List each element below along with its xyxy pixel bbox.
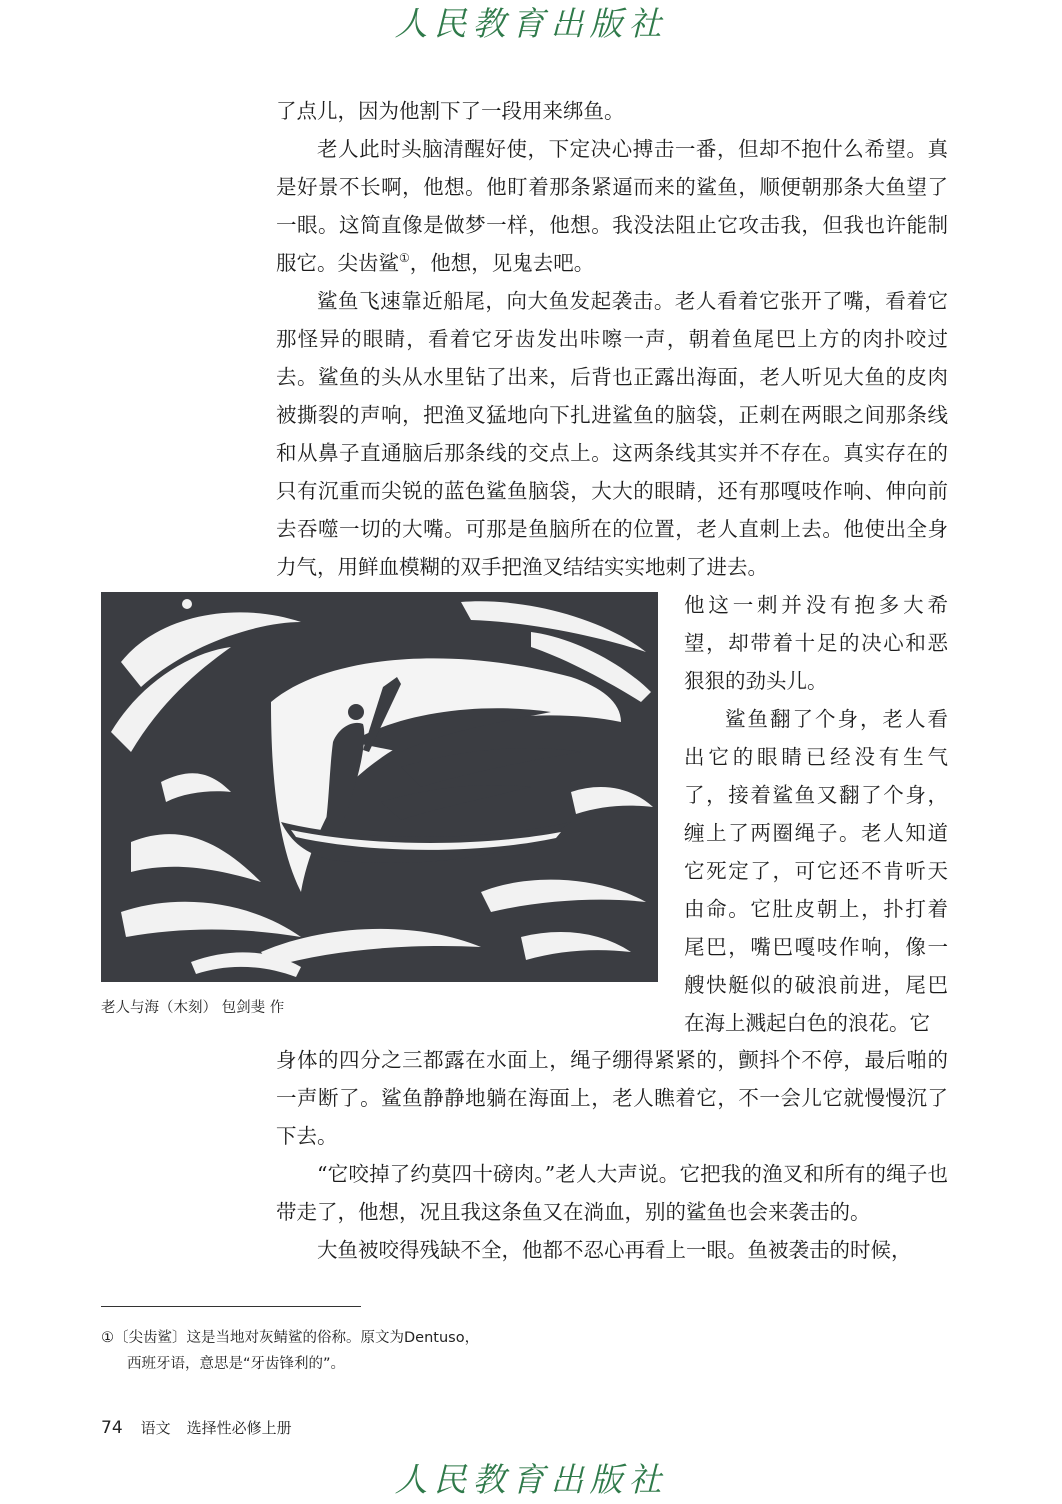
page-footer <box>101 1417 292 1438</box>
footnote-line-1: ①〔尖齿鲨〕这是当地对灰鲭鲨的俗称。原文为Dentuso， <box>101 1330 480 1346</box>
paragraph-3: 鲨鱼飞速靠近船尾，向大鱼发起袭击。老人看着它张开了嘴，看着它那怪异的眼睛，看着它牙齿发出咔嚓一声，朝着鱼尾巴上方的肉扑咬过去。鲨鱼的头从水里钻了出来，后背也正露出海面，老人听见大鱼的皮肉被撕裂的声响，把渔叉猛地向下扎进鲨鱼的脑袋，正刺在两眼之间那条线和从鼻子直通脑后那条线的交点上。这两条线其实并不存在。真实存在的只有沉重而尖锐的蓝色鲨鱼脑袋，大大的眼睛，还有那嘎吱作响、伸向前去吞噬一切的大嘴。可那是鱼脑所在的位置，老人直刺上去。他使出全身力气，用鲜血模糊的双手把渔叉结结实实地刺了进去。 <box>276 289 948 579</box>
woodcut-image <box>101 592 658 982</box>
paragraph-1: 了点儿，因为他割下了一段用来绑鱼。 <box>276 99 625 123</box>
publisher-watermark-bottom: 人民教育出版社 <box>394 1460 668 1499</box>
footnote-divider <box>101 1306 361 1307</box>
woodcut-illustration <box>101 592 658 982</box>
footnote <box>101 1325 661 1377</box>
paragraph-6: 大鱼被咬得残缺不全，他都不忍心再看上一眼。鱼被袭击的时候， <box>317 1238 912 1262</box>
text-block-side <box>684 586 948 1042</box>
text-block-bottom <box>276 1041 948 1269</box>
footnote-line-2: 西班牙语，意思是“牙齿锋利的”。 <box>127 1356 346 1372</box>
paragraph-3-continued: 他这一刺并没有抱多大希望，却带着十足的决心和恶狠狠的劲头儿。 <box>684 593 948 693</box>
text-block-top <box>276 92 948 586</box>
paragraph-5: “它咬掉了约莫四十磅肉。”老人大声说。它把我的渔叉和所有的绳子也带走了，他想，况且我这条鱼又在淌血，别的鲨鱼也会来袭击的。 <box>276 1162 948 1224</box>
paragraph-4-continued: 身体的四分之三都露在水面上，绳子绷得紧紧的，颤抖个不停，最后啪的一声断了。鲨鱼静静地躺在海面上，老人瞧着它，不一会儿它就慢慢沉了下去。 <box>276 1048 948 1148</box>
paragraph-2 <box>276 130 948 282</box>
paragraph-2-tail: ，他想，见鬼去吧。 <box>409 251 595 275</box>
footnote-marker[interactable]: ① <box>399 251 410 265</box>
paragraph-2-text: 老人此时头脑清醒好使，下定决心搏击一番，但却不抱什么希望。真是好景不长啊，他想。他盯着那条紧逼而来的鲨鱼，顺便朝那条大鱼望了一眼。这简直像是做梦一样，他想。我没法阻止它攻击我，但我也许能制服它。尖齿鲨 <box>276 137 948 275</box>
volume-label: 选择性必修上册 <box>186 1419 292 1437</box>
publisher-watermark-top: 人民教育出版社 <box>394 4 668 43</box>
paragraph-4: 鲨鱼翻了个身，老人看出它的眼睛已经没有生气了，接着鲨鱼又翻了个身，缠上了两圈绳子。老人知道它死定了，可它还不肯听天由命。它肚皮朝上，扑打着尾巴，嘴巴嘎吱作响，像一艘快艇似的破浪前进，尾巴在海上溅起白色的浪花。它 <box>684 707 948 1035</box>
subject-label: 语文 <box>140 1419 171 1437</box>
page-number: 74 <box>101 1418 123 1438</box>
figure-caption: 老人与海（木刻） 包剑斐 作 <box>101 1000 285 1016</box>
